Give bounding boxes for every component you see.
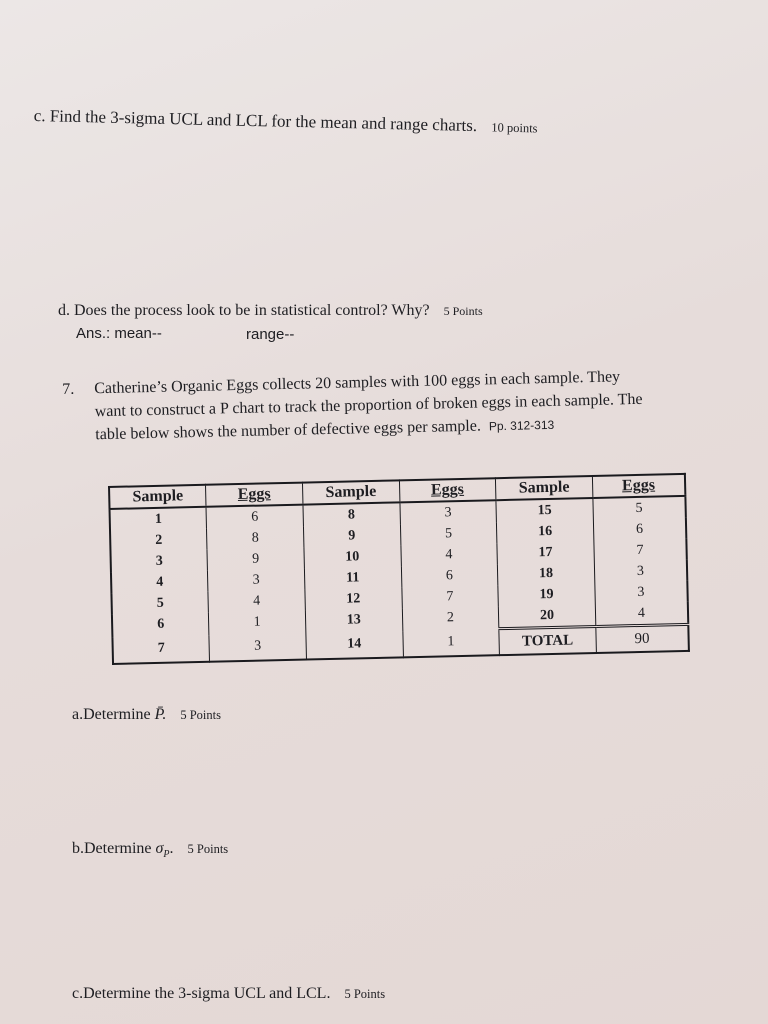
table-cell: 8 — [303, 502, 400, 526]
table-cell: 4 — [400, 543, 497, 566]
sub-c-text: c.Determine the 3-sigma UCL and LCL. — [72, 985, 331, 1002]
table-cell: 3 — [595, 581, 688, 604]
table-cell: 19 — [498, 583, 595, 606]
sub-question-a — [72, 706, 221, 724]
part-d-answer-range: range-- — [246, 326, 295, 343]
part-c-text: Find the 3-sigma UCL and LCL for the mean and range charts. — [49, 106, 478, 136]
question-7-line-1: Catherine’s Organic Eggs collects 20 samples with 100 eggs in each sample. They — [94, 368, 621, 398]
table-cell: 1 — [110, 507, 207, 531]
part-c-points: 10 points — [491, 120, 538, 136]
table-cell: 7 — [594, 539, 687, 562]
table-cell: 16 — [497, 520, 594, 543]
table-cell: 5 — [111, 592, 208, 615]
sigma-subscript: P — [163, 849, 170, 861]
total-value: 90 — [596, 624, 689, 653]
question-7-line-2: want to construct a P chart to track the proportion of broken eggs in each sample. The — [94, 390, 643, 421]
header-eggs-2: Eggs — [399, 478, 496, 502]
question-7-line-3-text: table below shows the number of defective eggs per sample. — [95, 417, 482, 444]
table-cell: 13 — [305, 608, 402, 633]
table-cell: 20 — [498, 604, 595, 629]
sub-a-prefix: a.Determine — [72, 706, 151, 723]
sub-c-points: 5 Points — [344, 987, 386, 1001]
question-7-number: 7. — [62, 380, 75, 398]
sigma-symbol: σ — [155, 840, 164, 857]
table-cell: 6 — [206, 505, 303, 529]
table-cell: 6 — [401, 564, 498, 587]
part-d-label: d. — [58, 302, 70, 319]
table-cell: 9 — [303, 524, 400, 547]
table-cell: 6 — [112, 613, 209, 638]
table-cell: 15 — [496, 498, 593, 522]
header-eggs-3: Eggs — [592, 474, 685, 498]
sub-b-prefix: b.Determine — [72, 840, 152, 857]
header-sample-1: Sample — [109, 485, 206, 509]
table-cell: 1 — [402, 629, 499, 658]
table-cell: 5 — [400, 522, 497, 545]
table-cell: 7 — [401, 585, 498, 608]
table-cell: 18 — [497, 562, 594, 585]
question-7 — [62, 363, 723, 448]
table-cell: 1 — [209, 611, 306, 636]
part-c-label: c. — [33, 106, 46, 126]
header-eggs-1: Eggs — [206, 483, 303, 507]
table-cell: 3 — [209, 633, 306, 662]
table-cell: 7 — [112, 635, 209, 664]
table-cell: 3 — [110, 550, 207, 573]
sub-b-suffix: . — [169, 840, 174, 857]
table-cell: 4 — [208, 590, 305, 613]
header-sample-3: Sample — [496, 476, 593, 500]
table-cell: 3 — [399, 500, 496, 524]
part-d-answer-mean: Ans.: mean-- — [76, 325, 162, 342]
part-c-question — [34, 106, 538, 137]
table-cell: 12 — [305, 587, 402, 610]
table-cell: 3 — [594, 560, 687, 583]
p-bar-symbol: P̄. — [154, 706, 167, 723]
header-sample-2: Sample — [302, 480, 399, 504]
sub-a-points: 5 Points — [180, 708, 221, 722]
table-cell: 5 — [593, 496, 686, 520]
table-cell: 3 — [208, 569, 305, 592]
part-d-points: 5 Points — [443, 304, 483, 318]
table-cell: 17 — [497, 541, 594, 564]
table-cell: 11 — [304, 566, 401, 589]
table-cell: 4 — [111, 571, 208, 594]
part-d-text: Does the process look to be in statistical control? Why? — [74, 302, 430, 319]
total-label: TOTAL — [499, 626, 596, 655]
question-7-body — [94, 363, 723, 447]
sub-b-points: 5 Points — [187, 842, 229, 856]
table-cell: 14 — [306, 631, 403, 660]
defective-eggs-table — [108, 473, 690, 665]
question-7-pages: Pp. 312-313 — [488, 417, 555, 434]
table-cell: 2 — [110, 529, 207, 552]
table-cell: 2 — [402, 606, 499, 631]
part-d-question — [58, 302, 483, 320]
table-cell: 8 — [207, 527, 304, 550]
table-cell: 10 — [304, 545, 401, 568]
table-cell: 6 — [593, 518, 686, 541]
sub-question-b — [72, 840, 228, 860]
table-cell: 4 — [595, 602, 688, 627]
sub-question-c — [72, 985, 385, 1003]
table-cell: 9 — [207, 548, 304, 571]
